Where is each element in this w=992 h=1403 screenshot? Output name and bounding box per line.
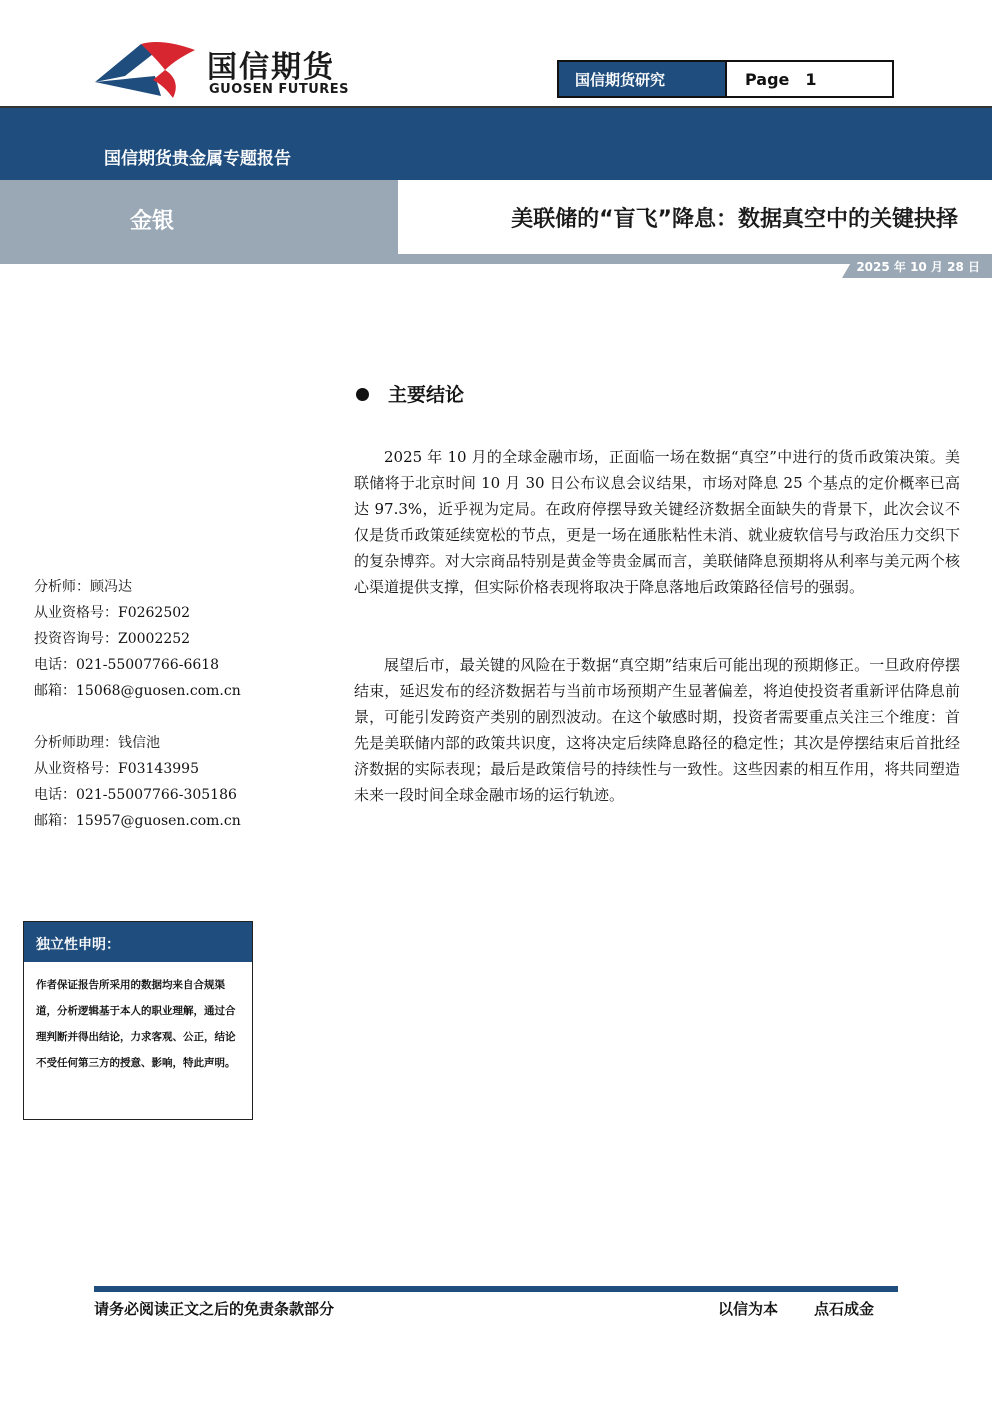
footer-slogan-1: 以信为本	[718, 1300, 779, 1318]
analyst-license: 从业资格号：F0262502	[34, 605, 191, 621]
report-date: 2025 年 10 月 28 日	[856, 260, 980, 274]
page-label: Page	[745, 69, 790, 89]
research-label: 国信期货研究	[559, 62, 727, 96]
independence-declaration	[23, 921, 253, 1120]
company-logo	[95, 40, 355, 100]
analyst-consult-number: 投资咨询号：Z0002252	[34, 631, 191, 647]
analyst-email: 邮箱：15068@guosen.com.cn	[34, 683, 241, 699]
analyst-phone: 电话：021-55007766-6618	[34, 657, 220, 673]
logo-chinese-name: 国信期货	[207, 50, 335, 85]
footer-slogans	[718, 1298, 874, 1319]
date-tab	[842, 254, 992, 278]
assistant-email: 邮箱：15957@guosen.com.cn	[34, 813, 241, 829]
assistant-info	[34, 730, 241, 834]
report-type-band	[0, 106, 992, 180]
report-title: 美联储的“盲飞”降息：数据真空中的关键抉择	[511, 207, 958, 232]
page-number-cell	[727, 62, 892, 96]
logo-english-name: GUOSEN FUTURES	[209, 82, 350, 97]
conclusion-paragraph-2: 展望后市，最关键的风险在于数据“真空期”结束后可能出现的预期修正。一旦政府停摆结束，延迟发布的经济数据若与当前市场预期产生显著偏差，将迫使投资者重新评估降息前景，可能引发跨资产类别的剧烈波动。在这个敏感时期，投资者需要重点关注三个维度：首先是美联储内部的政策共识度，这将决定后续降息路径的稳定性；其次是停摆结束后首批经济数据的实际表现；最后是政策信号的持续性与一致性。这些因素的相互作用，将共同塑造未来一段时间全球金融市场的运行轨迹。	[354, 656, 960, 804]
page-number: 1	[805, 69, 817, 89]
guosen-logo-icon	[95, 40, 200, 102]
report-type: 国信期货贵金属专题报告	[104, 149, 291, 169]
declaration-heading: 独立性申明：	[24, 922, 252, 962]
title-box	[398, 180, 992, 254]
page-indicator	[557, 60, 894, 98]
assistant-license: 从业资格号：F03143995	[34, 761, 199, 777]
bullet-icon	[356, 388, 369, 401]
analyst-name: 分析师：顾冯达	[34, 579, 132, 595]
footer-disclaimer: 请务必阅读正文之后的免责条款部分	[94, 1300, 335, 1318]
section-heading: 主要结论	[388, 384, 465, 406]
footer-divider	[94, 1286, 898, 1292]
conclusion-paragraph-1: 2025 年 10 月的全球金融市场，正面临一场在数据“真空”中进行的货币政策决策。美联储将于北京时间 10 月 30 日公布议息会议结果，市场对降息 25 个基点的定价概率已高达 97.3%，近乎视为定局。在政府停摆导致关键经济数据全面缺失的背景下，此次会议不仅是货币政策延续宽松的节点，更是一场在通胀粘性未消、就业疲软信号与政治压力交织下的复杂博弈。对大宗商品特别是黄金等贵金属而言，美联储降息预期将从利率与美元两个核心渠道提供支撑，但实际价格表现将取决于降息落地后政策路径信号的强弱。	[354, 448, 960, 596]
assistant-phone: 电话：021-55007766-305186	[34, 787, 237, 803]
declaration-text: 作者保证报告所采用的数据均来自合规渠道，分析逻辑基于本人的职业理解，通过合理判断并得出结论，力求客观、公正，结论不受任何第三方的授意、影响，特此声明。	[36, 979, 236, 1069]
analyst-info	[34, 574, 241, 704]
footer-slogan-2: 点石成金	[814, 1300, 875, 1318]
metal-category: 金银	[130, 209, 175, 234]
assistant-name: 分析师助理：钱信池	[34, 735, 160, 751]
